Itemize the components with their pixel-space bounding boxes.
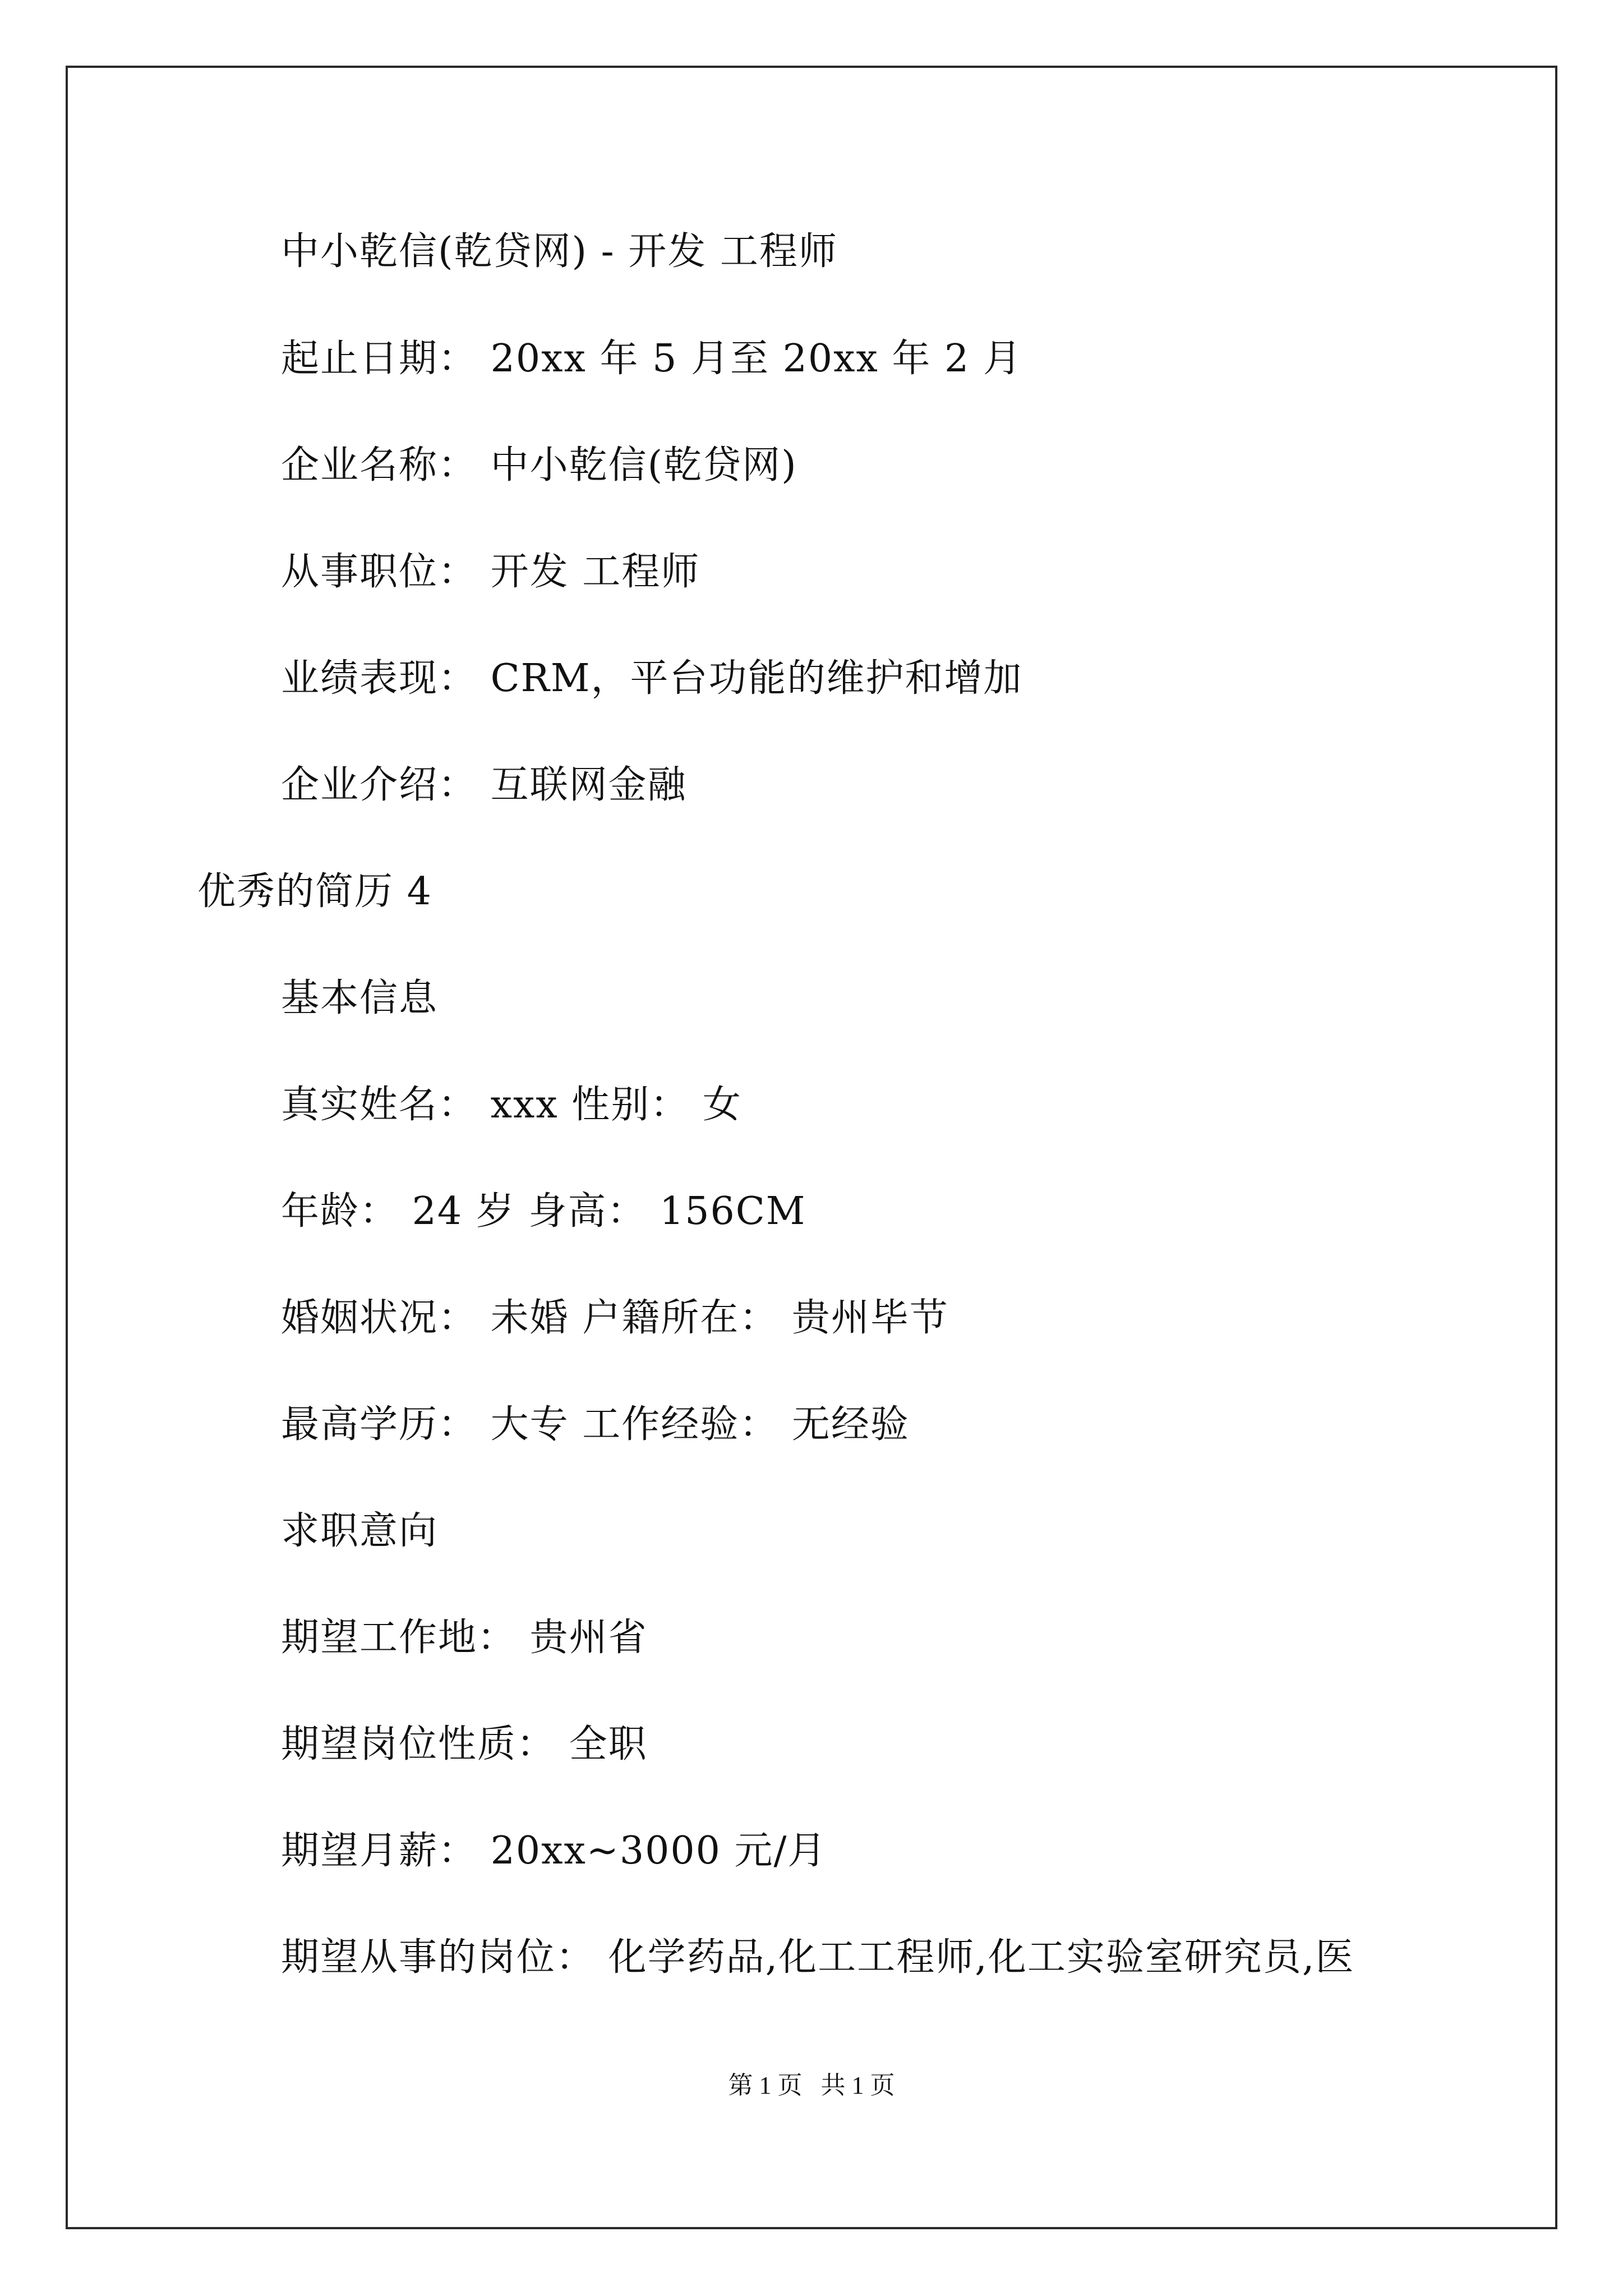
basic-info-heading: 基本信息 xyxy=(281,976,439,1020)
job-title-line: 中小乾信(乾贷网) - 开发 工程师 xyxy=(281,229,838,274)
name-gender-line: 真实姓名： xxx 性别： 女 xyxy=(281,1083,742,1127)
company-intro-line: 企业介绍： 互联网金融 xyxy=(281,763,687,807)
company-name-line: 企业名称： 中小乾信(乾贷网) xyxy=(281,443,797,487)
performance-line: 业绩表现： CRM，平台功能的维护和增加 xyxy=(281,656,1023,701)
expected-job-type-line: 期望岗位性质： 全职 xyxy=(281,1722,648,1766)
age-height-line: 年龄： 24 岁 身高： 156CM xyxy=(281,1189,806,1234)
position-line: 从事职位： 开发 工程师 xyxy=(281,550,700,594)
expected-position-line: 期望从事的岗位： 化学药品,化工工程师,化工实验室研究员,医 xyxy=(281,1935,1355,1980)
expected-location-line: 期望工作地： 贵州省 xyxy=(281,1616,648,1660)
expected-salary-line: 期望月薪： 20xx~3000 元/月 xyxy=(281,1829,827,1873)
page-footer: 第 1 页 共 1 页 xyxy=(728,2072,895,2099)
page-border xyxy=(66,66,1557,2229)
marital-hometown-line: 婚姻状况： 未婚 户籍所在： 贵州毕节 xyxy=(281,1296,949,1340)
education-experience-line: 最高学历： 大专 工作经验： 无经验 xyxy=(281,1402,910,1447)
job-intention-heading: 求职意向 xyxy=(281,1509,439,1553)
section-heading: 优秀的简历 4 xyxy=(197,869,432,914)
date-range-line: 起止日期： 20xx 年 5 月至 20xx 年 2 月 xyxy=(281,337,1022,381)
